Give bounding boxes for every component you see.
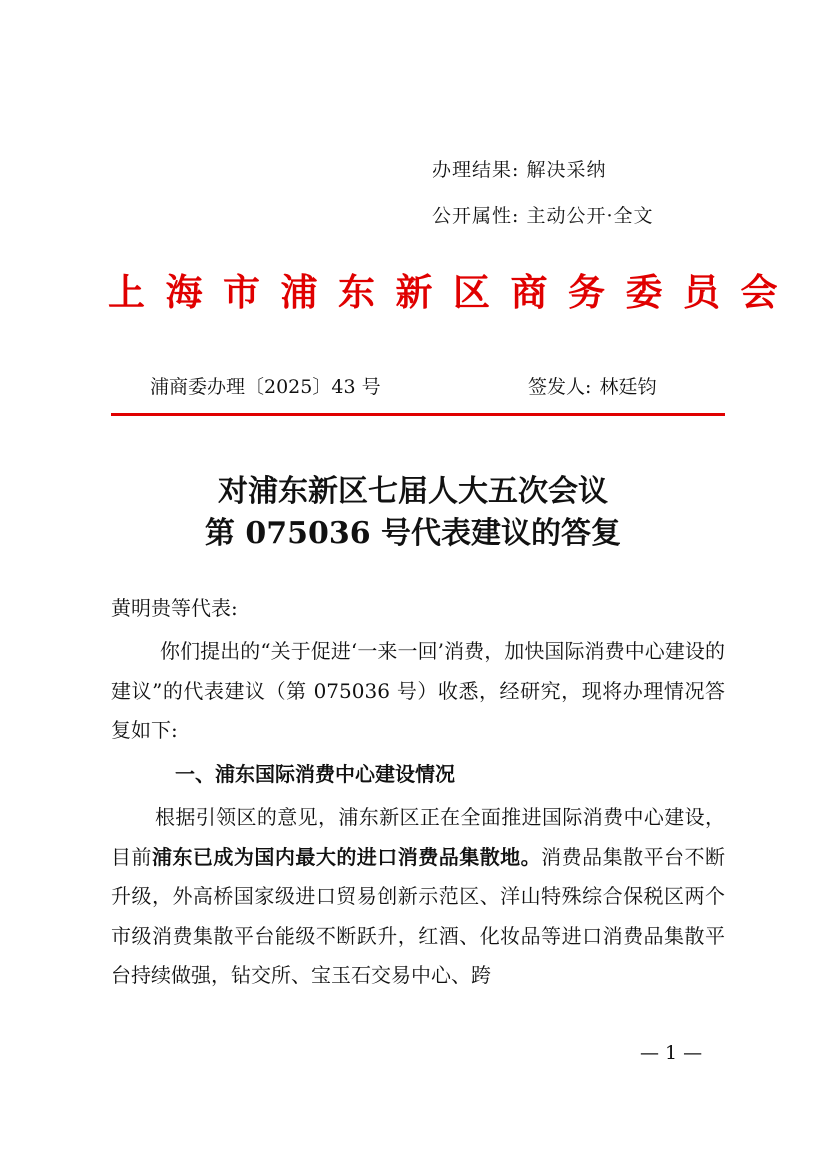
handling-result-value: 解决采纳 bbox=[526, 159, 607, 181]
paragraph-intro: 你们提出的“关于促进‘一来一回’消费，加快国际消费中心建设的建议”的代表建议（第 075036 号）收悉，经研究，现将办理情况答复如下: bbox=[111, 639, 725, 742]
signer bbox=[528, 372, 658, 399]
document-title-line-2: 第 075036 号代表建议的答复 bbox=[204, 516, 622, 551]
handling-result-label: 办理结果: bbox=[432, 159, 520, 181]
section-heading-1: 一、浦东国际消费中心建设情况 bbox=[175, 762, 455, 786]
signer-name: 林廷钧 bbox=[599, 376, 657, 398]
disclosure-attribute-value: 主动公开·全文 bbox=[526, 205, 654, 227]
document-number: 浦商委办理〔2025〕43 号 bbox=[150, 376, 381, 398]
paragraph-section-1 bbox=[111, 798, 725, 996]
handling-result bbox=[432, 155, 606, 182]
document-title-line-1: 对浦东新区七届人大五次会议 bbox=[218, 474, 608, 509]
paragraph-section-1-emphasis: 浦东已成为国内最大的进口消费品集散地。 bbox=[151, 844, 542, 869]
paragraph-section-1-rest: 消费品集散平台不断升级，外高桥国家级进口贸易创新示范区、洋山特殊综合保税区两个市级消费集散平台能级不断跃升，红酒、化妆品等进口消费品集散平台持续做强，钻交所、宝玉石交易中心、跨 bbox=[111, 844, 726, 987]
salutation: 黄明贵等代表: bbox=[111, 596, 238, 620]
signer-label: 签发人: bbox=[528, 376, 592, 398]
page-number: — 1 — bbox=[640, 1042, 703, 1064]
disclosure-attribute-label: 公开属性: bbox=[432, 205, 520, 227]
disclosure-attribute bbox=[432, 201, 654, 228]
red-divider-line bbox=[111, 413, 725, 416]
paragraph-section-1-lead: 根据引领区的意见，浦东新区正在全面推进国际消费中心建设， 目前 bbox=[111, 805, 725, 869]
issuing-organization-title: 上海市浦东新区商务委员会 bbox=[108, 270, 798, 314]
